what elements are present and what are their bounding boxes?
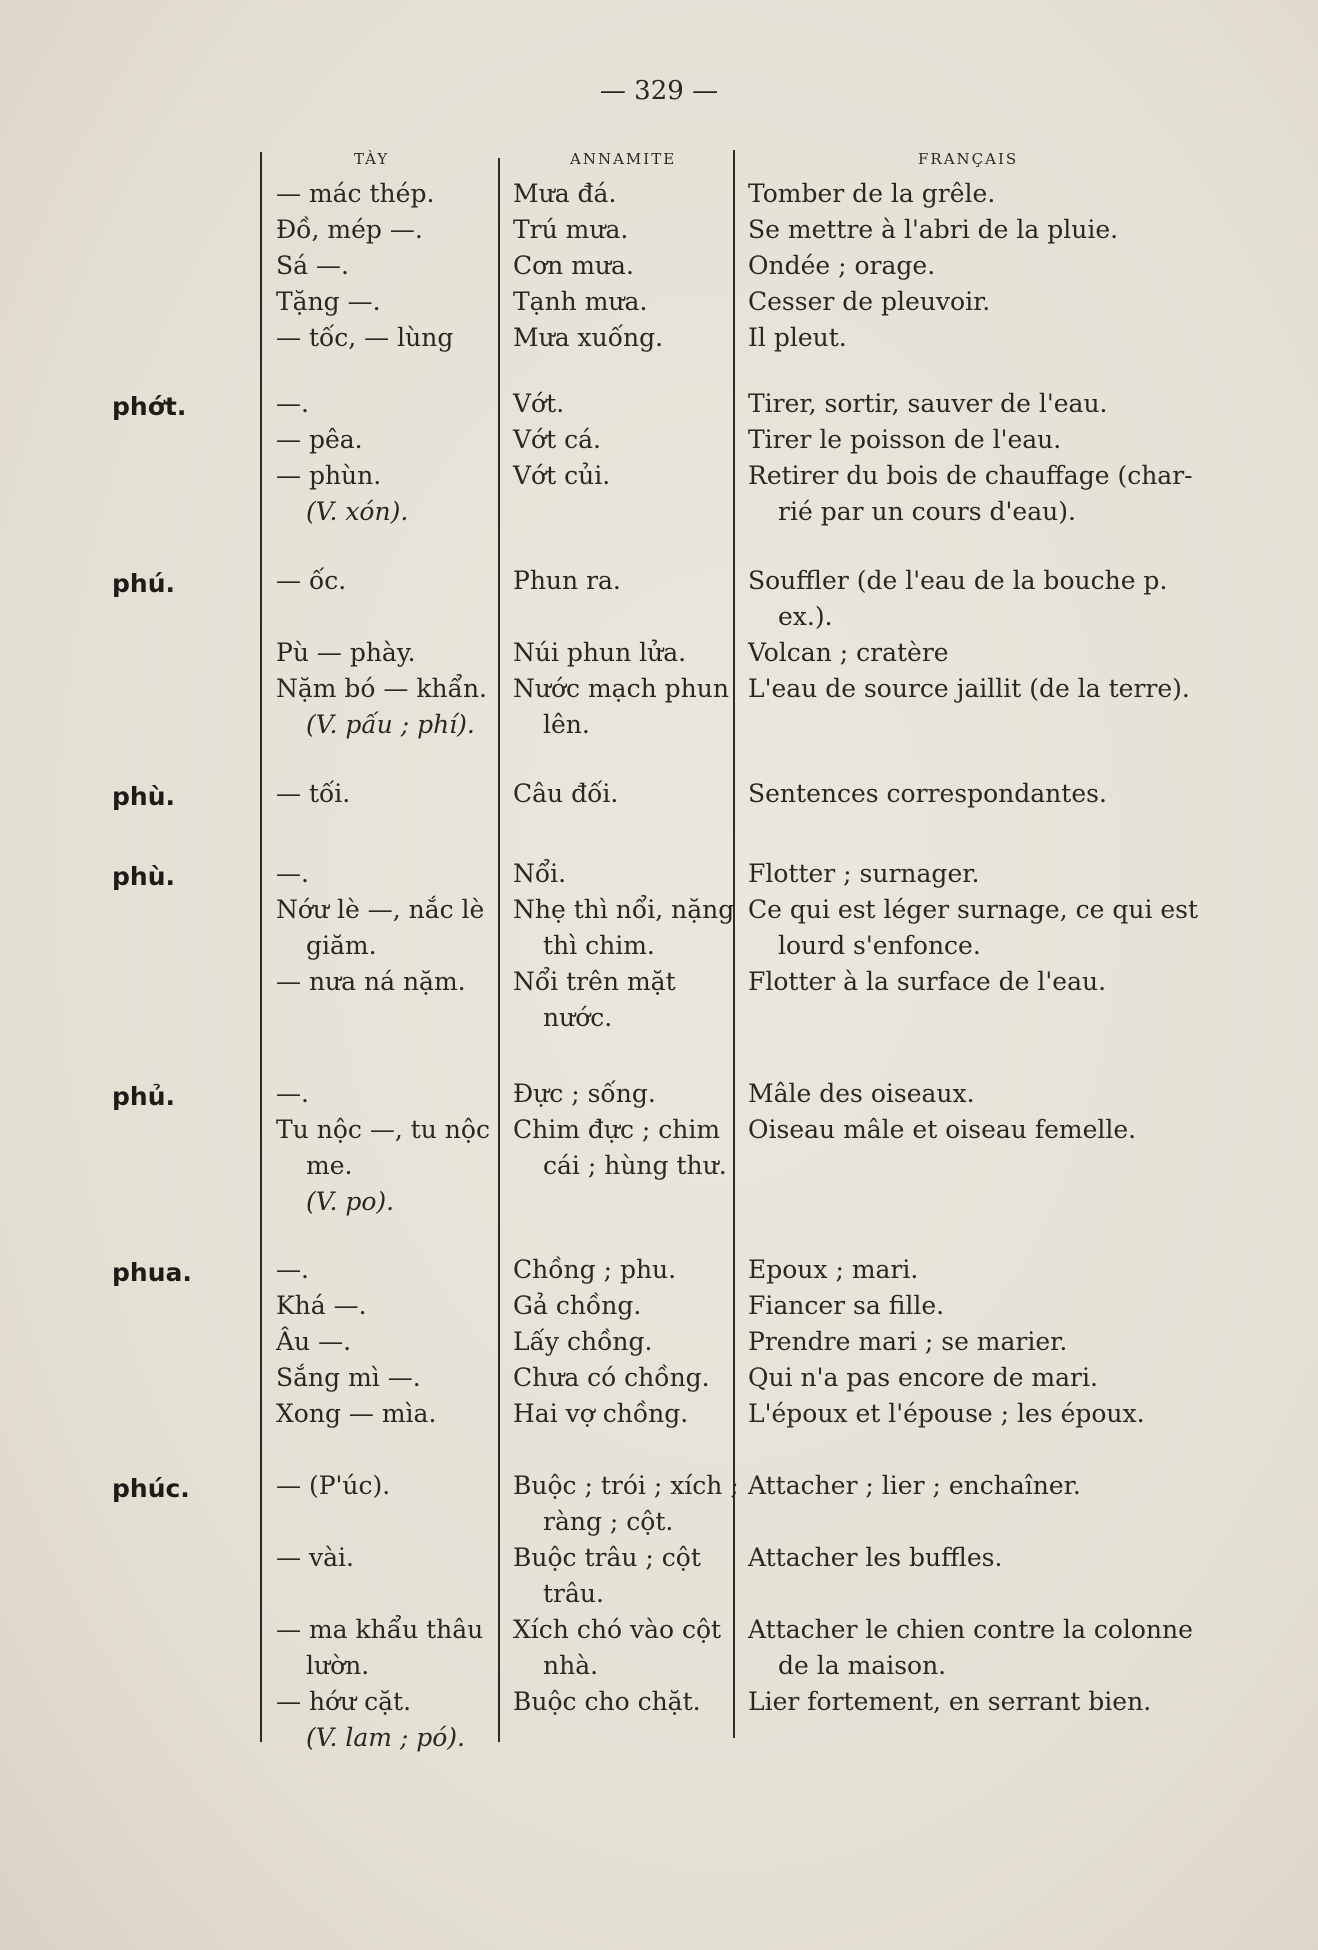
francais-line: Volcan ; cratère	[748, 638, 949, 667]
tay-line: Pù — phày.	[276, 638, 416, 667]
tay-line: — hớư cặt.	[276, 1687, 412, 1716]
tay-line: Nớư lè —, nắc lè	[276, 895, 485, 924]
tay-line: — tốc, — lùng	[276, 323, 454, 352]
francais-line: Lier fortement, en serrant bien.	[748, 1687, 1152, 1716]
francais-cell	[748, 563, 1190, 707]
tay-line: — ma khẩu thâu	[276, 1615, 484, 1644]
tay-cell	[276, 563, 494, 743]
francais-line	[748, 1576, 1178, 1612]
francais-line: Attacher le chien contre la colonne	[748, 1615, 1193, 1644]
annamite-cell	[513, 776, 735, 812]
headword: phủ.	[112, 1082, 175, 1111]
tay-line: — (P'úc).	[276, 1471, 391, 1500]
annamite-line: Núi phun lửa.	[513, 638, 687, 667]
tay-line: — nưa ná nặm.	[276, 967, 466, 996]
annamite-line: Gả chồng.	[513, 1291, 642, 1320]
tay-cell	[276, 1076, 494, 1220]
annamite-line: nước.	[543, 1003, 613, 1032]
column-rule-middle	[498, 158, 500, 1742]
francais-line: ex.).	[778, 602, 833, 631]
annamite-line: Xích chó vào cột	[513, 1615, 722, 1644]
annamite-line: thì chim.	[543, 931, 655, 960]
francais-line: Ce qui est léger surnage, ce qui est	[748, 895, 1199, 924]
francais-line: Cesser de pleuvoir.	[748, 287, 991, 316]
francais-line: Sentences correspondantes.	[748, 779, 1107, 808]
francais-cell	[748, 776, 1178, 812]
annamite-line: Chim đực ; chim	[513, 1115, 721, 1144]
annamite-cell	[513, 176, 735, 356]
column-rule-left	[260, 152, 262, 1742]
francais-cell	[748, 856, 1199, 1000]
annamite-cell	[513, 1076, 735, 1184]
headword: phua.	[112, 1258, 192, 1287]
tay-cell	[276, 1252, 494, 1432]
tay-cell	[276, 1468, 494, 1756]
tay-line: — mác thép.	[276, 179, 435, 208]
tay-line: Âu —.	[276, 1327, 352, 1356]
francais-cell	[748, 176, 1178, 356]
tay-cell	[276, 776, 494, 812]
tay-line: —.	[276, 1255, 309, 1284]
tay-line: — tối.	[276, 779, 351, 808]
francais-line: Qui n'a pas encore de mari.	[748, 1363, 1098, 1392]
annamite-line: Nổi.	[513, 859, 567, 888]
annamite-line: Nổi trên mặt	[513, 967, 676, 996]
francais-line: Ondée ; orage.	[748, 251, 936, 280]
headword: phớt.	[112, 392, 187, 421]
francais-line: Se mettre à l'abri de la pluie.	[748, 215, 1119, 244]
annamite-line: Trú mưa.	[513, 215, 629, 244]
tay-line: —.	[276, 389, 309, 418]
tay-line: Khá —.	[276, 1291, 367, 1320]
annamite-line: Vớt củi.	[513, 461, 611, 490]
francais-line	[748, 1504, 1178, 1540]
francais-line: L'eau de source jaillit (de la terre).	[748, 674, 1190, 703]
tay-line	[276, 1576, 494, 1612]
annamite-line: Chồng ; phu.	[513, 1255, 677, 1284]
tay-line: —.	[276, 859, 309, 888]
tay-line: Xong — mìa.	[276, 1399, 437, 1428]
francais-line: lourd s'enfonce.	[778, 931, 981, 960]
tay-cell	[276, 386, 494, 530]
tay-line: Sá —.	[276, 251, 349, 280]
francais-line: Fiancer sa fille.	[748, 1291, 945, 1320]
francais-line: Tomber de la grêle.	[748, 179, 996, 208]
francais-cell	[748, 1468, 1193, 1720]
francais-line: Il pleut.	[748, 323, 847, 352]
annamite-cell	[513, 1468, 739, 1720]
tay-line: — vài.	[276, 1543, 354, 1572]
annamite-line: Buộc ; trói ; xích ;	[513, 1471, 739, 1500]
annamite-line: Mưa đá.	[513, 179, 617, 208]
tay-cell	[276, 856, 494, 1000]
annamite-cell	[513, 386, 735, 494]
annamite-line: Chưa có chồng.	[513, 1363, 710, 1392]
tay-line: Tặng —.	[276, 287, 381, 316]
annamite-line: Đực ; sống.	[513, 1079, 656, 1108]
francais-line: Souffler (de l'eau de la bouche p.	[748, 566, 1168, 595]
francais-line: Oiseau mâle et oiseau femelle.	[748, 1115, 1137, 1144]
column-header-tay: TÀY	[354, 150, 390, 168]
annamite-line: ràng ; cột.	[543, 1507, 674, 1536]
annamite-line: lên.	[543, 710, 590, 739]
tay-line: (V. pấu ; phí).	[306, 710, 475, 739]
tay-line: (V. po).	[306, 1187, 395, 1216]
francais-line: Attacher les buffles.	[748, 1543, 1003, 1572]
tay-line: — phùn.	[276, 461, 382, 490]
annamite-line: Mưa xuống.	[513, 323, 664, 352]
annamite-line: cái ; hùng thư.	[543, 1151, 727, 1180]
annamite-line: Nước mạch phun	[513, 674, 729, 703]
francais-cell	[748, 1252, 1178, 1432]
tay-line: — ốc.	[276, 566, 347, 595]
francais-line: Mâle des oiseaux.	[748, 1079, 975, 1108]
tay-line: me.	[306, 1151, 353, 1180]
annamite-line	[513, 599, 735, 635]
tay-line: Tu nộc —, tu nộc	[276, 1115, 490, 1144]
francais-line: Epoux ; mari.	[748, 1255, 919, 1284]
annamite-line: trâu.	[543, 1579, 604, 1608]
francais-line: Tirer le poisson de l'eau.	[748, 425, 1062, 454]
francais-line: Flotter à la surface de l'eau.	[748, 967, 1107, 996]
francais-line: rié par un cours d'eau).	[778, 497, 1076, 526]
francais-line: Prendre mari ; se marier.	[748, 1327, 1068, 1356]
tay-line: (V. xón).	[306, 497, 409, 526]
tay-line: Đồ, mép —.	[276, 215, 423, 244]
tay-line: — pêa.	[276, 425, 363, 454]
annamite-line: Vớt cá.	[513, 425, 601, 454]
tay-line: giăm.	[306, 931, 377, 960]
francais-cell	[748, 386, 1193, 530]
annamite-line: Cơn mưa.	[513, 251, 634, 280]
francais-line: Flotter ; surnager.	[748, 859, 980, 888]
francais-line: de la maison.	[778, 1651, 947, 1680]
annamite-cell	[513, 563, 735, 743]
page-number: — 329 —	[599, 76, 719, 106]
annamite-line: Tạnh mưa.	[513, 287, 648, 316]
annamite-line: Vớt.	[513, 389, 565, 418]
tay-line: Sắng mì —.	[276, 1363, 421, 1392]
francais-line: L'époux et l'épouse ; les époux.	[748, 1399, 1145, 1428]
headword: phúc.	[112, 1474, 190, 1503]
annamite-line: Buộc cho chặt.	[513, 1687, 701, 1716]
tay-line: Nặm bó — khẩn.	[276, 674, 487, 703]
annamite-line: Buộc trâu ; cột	[513, 1543, 701, 1572]
tay-line: (V. lam ; pó).	[306, 1723, 466, 1752]
headword: phù.	[112, 862, 175, 891]
tay-cell	[276, 176, 494, 356]
francais-line: Tirer, sortir, sauver de l'eau.	[748, 389, 1108, 418]
headword: phù.	[112, 782, 175, 811]
annamite-line: Hai vợ chồng.	[513, 1399, 689, 1428]
francais-cell	[748, 1076, 1178, 1148]
headword: phú.	[112, 569, 175, 598]
annamite-line: Phun ra.	[513, 566, 621, 595]
tay-line: —.	[276, 1079, 309, 1108]
annamite-cell	[513, 1252, 735, 1432]
tay-line	[276, 599, 494, 635]
tay-line: lườn.	[306, 1651, 370, 1680]
column-header-annamite: ANNAMITE	[570, 150, 677, 168]
annamite-line: nhà.	[543, 1651, 599, 1680]
annamite-line: Lấy chồng.	[513, 1327, 653, 1356]
annamite-line: Câu đối.	[513, 779, 619, 808]
tay-line	[276, 1504, 494, 1540]
francais-line: Retirer du bois de chauffage (char-	[748, 461, 1193, 490]
column-header-francais: FRANÇAIS	[918, 150, 1019, 168]
annamite-cell	[513, 856, 735, 1036]
annamite-line: Nhẹ thì nổi, nặng	[513, 895, 735, 924]
francais-line: Attacher ; lier ; enchaîner.	[748, 1471, 1081, 1500]
